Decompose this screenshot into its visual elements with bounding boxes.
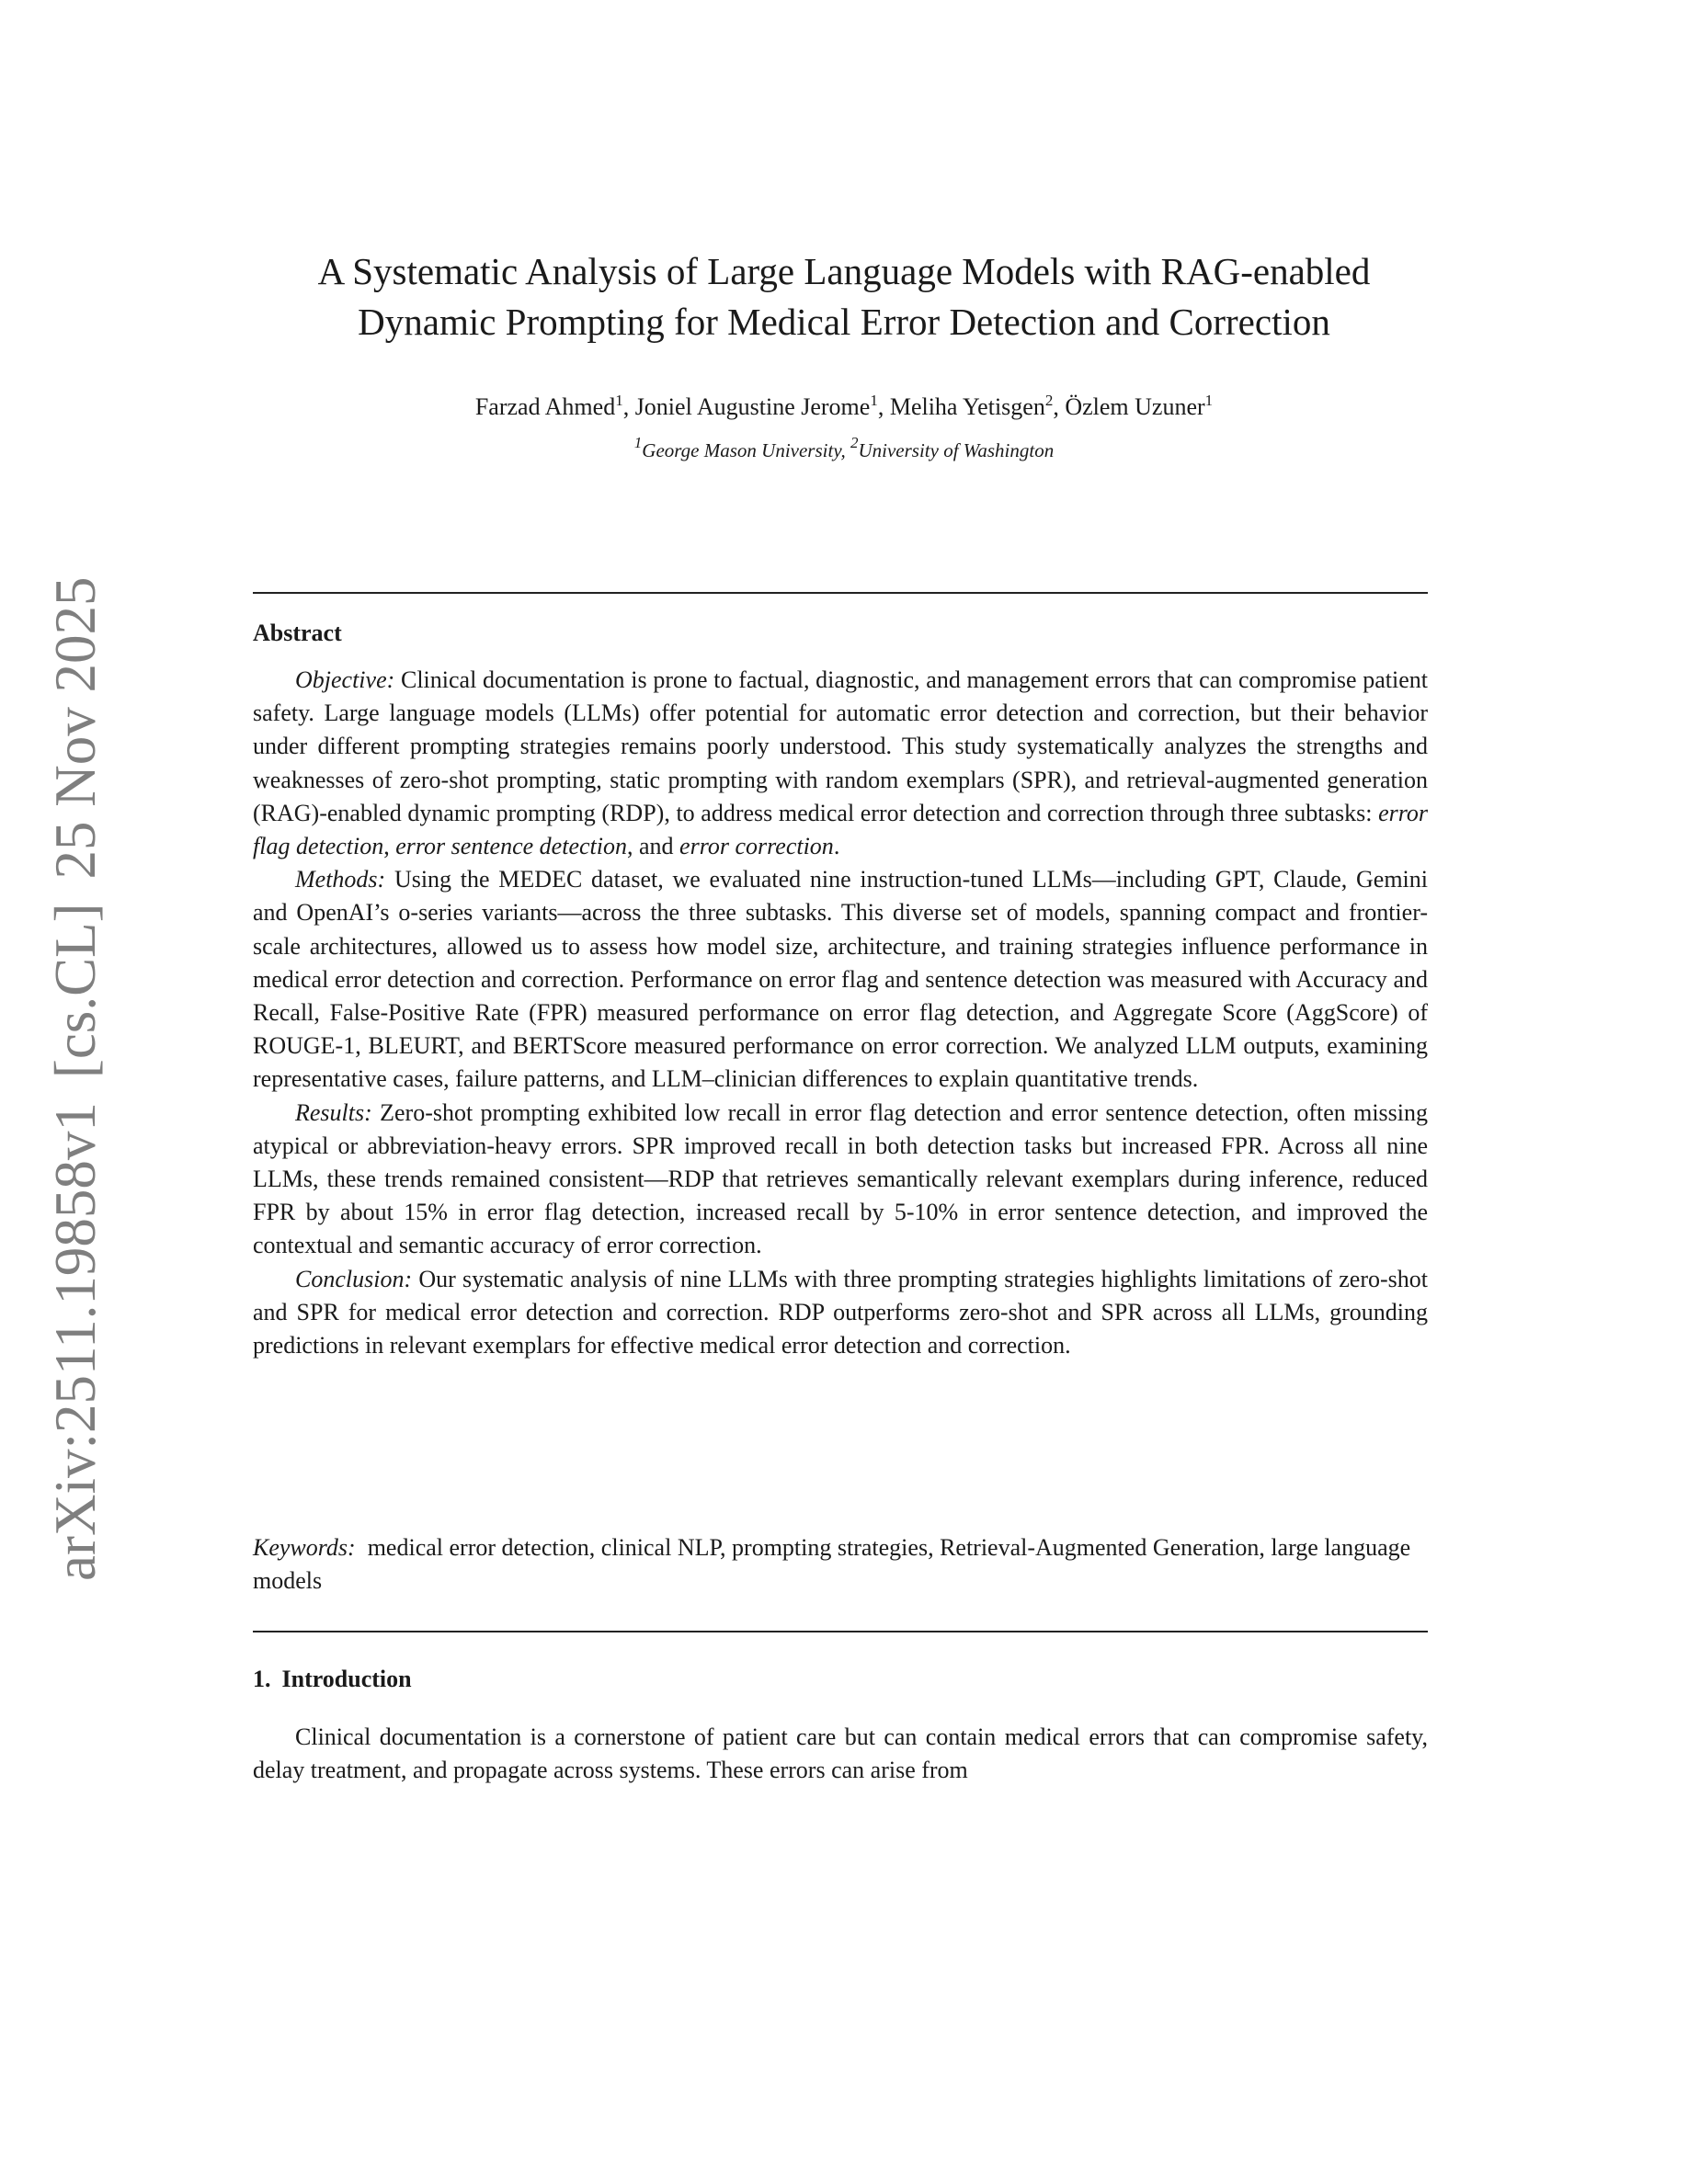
section-title: Introduction bbox=[281, 1666, 412, 1692]
keywords bbox=[253, 1531, 1428, 1598]
separator: , bbox=[383, 833, 396, 860]
arxiv-category: [cs.CL] bbox=[43, 903, 108, 1079]
arxiv-identifier-stamp bbox=[42, 576, 109, 1581]
author-affiliation-mark: 1 bbox=[615, 392, 623, 409]
title-line-2: Dynamic Prompting for Medical Error Detection and Correction bbox=[358, 301, 1330, 343]
author-list: Farzad Ahmed$^1$, Joniel Augustine Jerome$^1$, Meliha Yetisgen$^2$, Özlem Uzuner$^1$ bbox=[474, 392, 1214, 420]
arxiv-date: 25 Nov 2025 bbox=[43, 576, 108, 880]
author-name: Özlem Uzuner bbox=[1065, 393, 1205, 420]
separator: , and bbox=[626, 833, 680, 860]
keywords-text: medical error detection, clinical NLP, prompting strategies, Retrieval-Augmented Generation, large language models bbox=[253, 1534, 1411, 1594]
results-label: Results: bbox=[295, 1098, 372, 1126]
author-affiliation-mark: 2 bbox=[1044, 392, 1054, 409]
affiliation-name: George Mason University, bbox=[642, 439, 846, 461]
affiliation-name: University of Washington bbox=[858, 439, 1055, 461]
author-affiliation-mark: 1 bbox=[870, 392, 878, 409]
introduction-body bbox=[253, 1721, 1428, 1787]
affiliations bbox=[184, 434, 1504, 462]
separator: . bbox=[833, 833, 840, 860]
author-affiliation-mark: 1 bbox=[1204, 392, 1214, 409]
abstract-results bbox=[253, 1097, 1428, 1263]
abstract-methods bbox=[253, 863, 1428, 1096]
subtask-name: error correction bbox=[679, 833, 834, 860]
conclusion-text: Our systematic analysis of nine LLMs with three prompting strategies highlights limitations of zero-shot and SPR for medical error detection and correction. RDP outperforms zero-shot and SPR across all LLMs, grounding predictions in relevant exemplars for effective medical error detection and correction. bbox=[253, 1265, 1428, 1359]
subtask-name: error flag detection bbox=[253, 799, 1428, 860]
subtask-name: error sentence detection bbox=[395, 833, 627, 860]
methods-text: Using the MEDEC dataset, we evaluated nine instruction-tuned LLMs—including GPT, Claude, Gemini and OpenAI’s o-series variants—across the three subtasks. This diverse set of models, spanning compact and frontier-scale architectures, allowed us to assess how model size, architecture, and training strategies influence performance in medical error detection and correction. Performance on error flag and sentence detection was measured with Accuracy and Recall, False-Positive Rate (FPR) measured performance on error flag detection, and Aggregate Score (AggScore) of ROUGE-1, BLEURT, and BERTScore measured performance on error correction. We analyzed LLM outputs, examining representative cases, failure patterns, and LLM–clinician differences to explain quantitative trends. bbox=[253, 866, 1428, 1093]
conclusion-label: Conclusion: bbox=[295, 1265, 413, 1292]
objective-text: Clinical documentation is prone to factual, diagnostic, and management errors that can compromise patient safety. Large language models (LLMs) offer potential for automatic error detection and correction, but their behavior under different prompting strategies remains poorly understood. This study systematically analyzes the strengths and weaknesses of zero-shot prompting, static prompting with random exemplars (SPR), and retrieval-augmented generation (RAG)-enabled dynamic prompting (RDP), to address medical error detection and correction through three subtasks: bbox=[253, 666, 1428, 826]
affiliation-mark: 2 bbox=[850, 434, 859, 451]
section-heading-introduction bbox=[253, 1666, 412, 1693]
results-text: Zero-shot prompting exhibited low recall in error flag detection and error sentence detection, often missing atypical or abbreviation-heavy errors. SPR improved recall in both detection tasks but increased FPR. Across all nine LLMs, these trends remained consistent—RDP that retrieves semantically relevant exemplars during inference, reduced FPR by about 15% in error flag detection, increased recall by 5-10% in error sentence detection, and improved the contextual and semantic accuracy of error correction. bbox=[253, 1098, 1428, 1259]
arxiv-id: arXiv:2511.19858v1 bbox=[43, 1102, 108, 1581]
abstract-conclusion bbox=[253, 1263, 1428, 1363]
keywords-label: Keywords: bbox=[253, 1534, 356, 1561]
author-name: Farzad Ahmed bbox=[474, 393, 616, 420]
title-line-1: A Systematic Analysis of Large Language Models with RAG-enabled bbox=[317, 250, 1371, 292]
objective-label: Objective: bbox=[295, 666, 395, 693]
paper-title bbox=[184, 246, 1504, 347]
author-name: Meliha Yetisgen bbox=[889, 393, 1045, 420]
abstract-objective bbox=[253, 664, 1428, 863]
methods-label: Methods: bbox=[295, 866, 386, 893]
section-number: 1. bbox=[253, 1666, 271, 1692]
abstract-top-rule bbox=[253, 592, 1428, 594]
abstract-bottom-rule bbox=[253, 1631, 1428, 1632]
author-name: Joniel Augustine Jerome bbox=[634, 393, 871, 420]
introduction-paragraph: Clinical documentation is a cornerstone of patient care but can contain medical errors that can compromise safety, delay treatment, and propagate across systems. These errors can arise from bbox=[253, 1723, 1428, 1784]
affiliation-mark: 1 bbox=[633, 434, 643, 451]
abstract-heading: Abstract bbox=[253, 620, 342, 646]
abstract-body bbox=[253, 664, 1428, 1362]
